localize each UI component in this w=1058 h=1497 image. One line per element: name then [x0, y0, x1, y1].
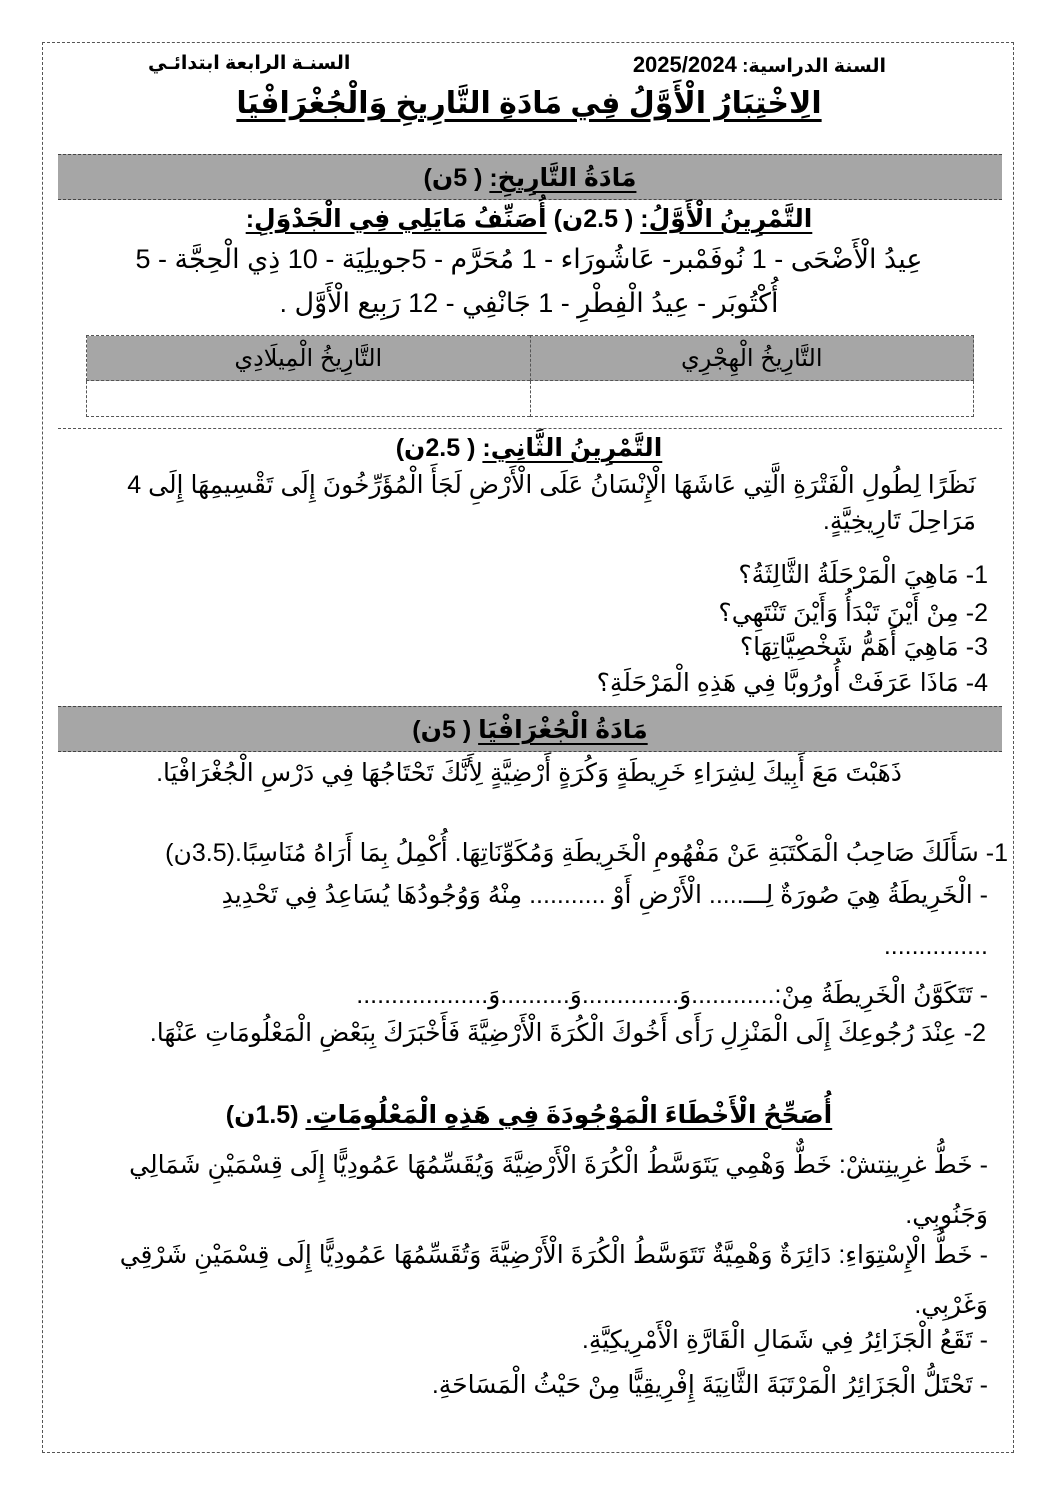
- geography-section-points: ( 5ن): [412, 716, 472, 744]
- map-definition-fill: - الْخَرِيطَةُ هِيَ صُورَةٌ لِـــ..... الْأَرْضِ أَوْ ........... مِنْهُ وَوُجُودُهَا يُسَاعِدُ فِي تَحْدِيدِ: [221, 881, 988, 909]
- exercise2-title: التَّمْرِينُ الثَّانِي:: [482, 434, 663, 462]
- map-components-fill: - تَتَكَوَّنُ الْخَرِيطَةُ مِنْ:............وَ..............وَ..........وَ...................: [356, 981, 988, 1009]
- exam-title-text: الِاخْتِبَارُ الْأَوَّلُ فِي مَادَةِ التَّارِيخِ وَالْجُغْرَافْيَا: [236, 87, 822, 120]
- exercise2-intro-line1: نَظَرًا لِطُولِ الْفَتْرَةِ الَّتِي عَاشَهَا الْإِنْسَانُ عَلَى الْأَرْضِ لَجَأَ الْمُؤَرِّخُونَ إِلَى تَقْسِيمِهَا إِلَى 4: [127, 471, 976, 499]
- correction-points: (1.5ن): [225, 1101, 299, 1129]
- exercise2-question-1: 1- مَاهِيَ الْمَرْحَلَةُ الثَّالِثَةُ؟: [738, 561, 988, 589]
- school-year-value: 2025/2024: [632, 52, 737, 77]
- exercise2-question-4: 4- مَاذَا عَرَفَتْ أُورُوبَّا فِي هَذِهِ الْمَرْحَلَةِ؟: [596, 669, 988, 697]
- geography-question-1: 1- سَأَلَكَ صَاحِبُ الْمَكْتَبَةِ عَنْ مَفْهُومِ الْخَرِيطَةِ وَمُكَوِّنَاتِهَا. أُكْمِلُ بِمَا أَرَاهُ مُنَاسِبًا.(3.5ن): [165, 839, 1008, 867]
- grade-label: السنـة الرابعة ابتدائـي: [148, 53, 351, 74]
- school-year: [633, 52, 886, 78]
- history-section-header: [58, 154, 1002, 200]
- statement-equator: - خَطُّ الْإِسْتِوَاءِ: دَائِرَةٌ وَهْمِيَّةٌ تَتَوَسَّطُ الْكُرَةَ الْأَرْضِيَّةَ وَتُقَسِّمُهَا عَمُودِيًّا إِلَى قِسْمَيْنِ شَرْقِي: [119, 1241, 988, 1269]
- statement-equator-cont: وَغَرْبِي.: [914, 1291, 988, 1319]
- column-hijri-header: التَّارِيخُ الْهِجْرِي: [530, 336, 974, 381]
- statement-greenwich: - خَطُّ غرِينِتشْ: خَطٌّ وَهْمِي يَتَوَسَّطُ الْكُرَةَ الْأَرْضِيَّةَ وَيُقَسِّمُهَا عَمُودِيًّا إِلَى قِسْمَيْنِ شَمَالِي: [129, 1151, 988, 1179]
- exercise1-instruction: أُصَنِّفُ مَايَلِي فِي الْجَدْوَلِ:: [245, 205, 547, 233]
- history-section-title: مَادَةُ التَّارِيخِ:: [489, 164, 637, 192]
- gregorian-answer-cell[interactable]: [87, 381, 531, 417]
- exercise1-items-line2: أُكْتُوبَر - عِيدُ الْفِطْرِ - 1 جَانْفِي - 12 رَبِيع الْأَوَّل .: [279, 288, 779, 318]
- school-year-label: السنة الدراسية:: [742, 56, 886, 77]
- table-header-row: [87, 336, 974, 381]
- classification-table: [86, 335, 974, 417]
- exercise1-title: التَّمْرِينُ الْأَوَّلُ:: [640, 205, 813, 233]
- exam-title: [0, 86, 1058, 121]
- divider: [58, 428, 1002, 429]
- geography-section-title: مَادَةُ الْجُغْرَافْيَا: [478, 716, 648, 744]
- exercise1-items-line1: عِيدُ الْأَضْحَى - 1 نُوفَمْبر- عَاشُورَاء - 1 مُحَرَّم - 5جويلِيَة - 10 ذِي الْحِجَّة - 5: [135, 244, 923, 274]
- exercise2-points: ( 2.5ن): [395, 434, 476, 462]
- hijri-answer-cell[interactable]: [530, 381, 974, 417]
- exercise2-question-3: 3- مَاهِيَ أَهَمُّ شَخْصِيَّاتِهَا؟: [739, 633, 988, 661]
- geography-section-header: [58, 706, 1002, 752]
- statement-algeria-area: - تَحْتَلُّ الْجَزَائِرُ الْمَرْتَبَةَ الثَّانِيَةَ إِفْرِيقِيًّا مِنْ حَيْثُ الْمَسَاحَةِ.: [431, 1371, 988, 1399]
- geography-situation: ذَهَبْتَ مَعَ أَبِيكَ لِشِرَاءِ خَرِيطَةٍ وَكُرَةٍ أَرْضِيَّةٍ لِأَنَّكَ تَحْتَاجُهَا فِي دَرْسِ الْجُغْرَافْيَا.: [156, 759, 902, 787]
- exercise2-question-2: 2- مِنْ أَيْنَ تَبْدَأُ وَأَيْنَ تَنْتَهِي؟: [718, 599, 988, 627]
- exercise2-intro-line2: مَرَاحِلَ تَارِيخِيَّةٍ.: [822, 507, 976, 535]
- history-section-points: ( 5ن): [423, 164, 483, 192]
- statement-greenwich-cont: وَجَنُوبِي.: [905, 1201, 988, 1229]
- correction-title: أُصَحِّحُ الْأَخْطَاءَ الْمَوْجُودَةَ فِي هَذِهِ الْمَعْلُومَاتِ.: [305, 1101, 833, 1129]
- map-definition-dots: ...............: [883, 932, 988, 960]
- correction-heading: [0, 1100, 1058, 1130]
- column-gregorian-header: التَّارِيخُ الْمِيلَادِي: [87, 336, 531, 381]
- geography-question-2: 2- عِنْدَ رُجُوعِكَ إِلَى الْمَنْزِلِ رَأَى أَخُوكَ الْكُرَةَ الْأَرْضِيَّةَ فَأَخْبَرَكَ بِبَعْضِ الْمَعْلُومَاتِ عَنْهَا.: [149, 1019, 986, 1047]
- table-row: [87, 381, 974, 417]
- exercise2-heading: [0, 433, 1058, 463]
- exercise1-heading: [0, 204, 1058, 234]
- exercise1-points: ( 2.5ن): [553, 205, 634, 233]
- statement-algeria-location: - تَقَعُ الْجَزَائِرُ فِي شَمَالِ الْقَارَّةِ الْأَمْرِيكِيَّةِ.: [581, 1326, 988, 1354]
